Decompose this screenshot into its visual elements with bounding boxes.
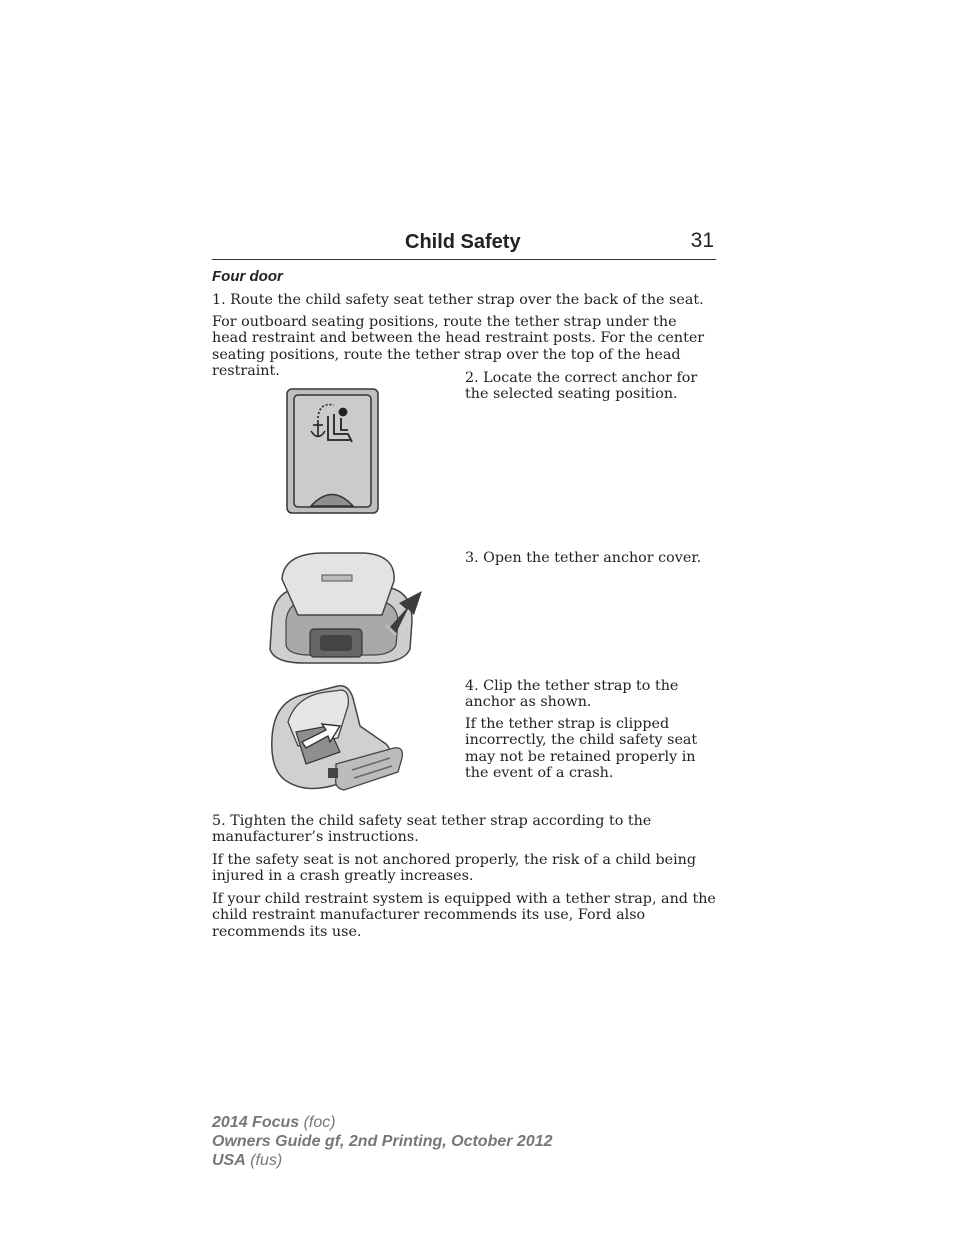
paragraph-routing: For outboard seating positions, route the tether strap under the head restraint and between the head restraint posts. For the center seating positions, route the tether strap over the top of the head restraint. — [212, 314, 705, 379]
anchor-cover-open-illustration — [264, 549, 426, 667]
footer-model-line — [212, 1113, 553, 1132]
paragraph-step2: 2. Locate the correct anchor for the selected seating position. — [465, 370, 698, 403]
paragraph-warning-anchor: If the safety seat is not anchored properly, the risk of a child being injured in a crash greatly increases. — [212, 852, 697, 885]
footer-market: USA — [212, 1152, 246, 1169]
footer-market-line — [212, 1151, 553, 1170]
footer-model-code: (foc) — [299, 1114, 336, 1131]
footer-guide-line — [212, 1132, 553, 1151]
page-header — [212, 229, 716, 260]
anchor-label-illustration — [286, 388, 379, 515]
footer-market-code: (fus) — [245, 1152, 283, 1169]
paragraph-tether-recommendation: If your child restraint system is equipped with a tether strap, and the child restraint manufacturer recommends its use, Ford also recommends its use. — [212, 891, 716, 940]
section-subheading: Four door — [212, 268, 283, 285]
paragraph-step1: 1. Route the child safety seat tether strap over the back of the seat. — [212, 292, 704, 308]
paragraph-step4: 4. Clip the tether strap to the anchor as shown. — [465, 678, 679, 711]
tether-clip-illustration — [266, 682, 408, 798]
page-footer — [212, 1113, 553, 1170]
paragraph-step5: 5. Tighten the child safety seat tether strap according to the manufacturer’s instructions. — [212, 813, 652, 846]
footer-guide: Owners Guide gf, 2nd Printing, October 2012 — [212, 1133, 553, 1150]
page-number: 31 — [690, 229, 714, 252]
footer-model: 2014 Focus — [212, 1114, 300, 1131]
paragraph-step4-note: If the tether strap is clipped incorrectly, the child safety seat may not be retained properly in the event of a crash. — [465, 716, 698, 781]
page-title: Child Safety — [405, 231, 521, 253]
paragraph-step3: 3. Open the tether anchor cover. — [465, 550, 702, 566]
